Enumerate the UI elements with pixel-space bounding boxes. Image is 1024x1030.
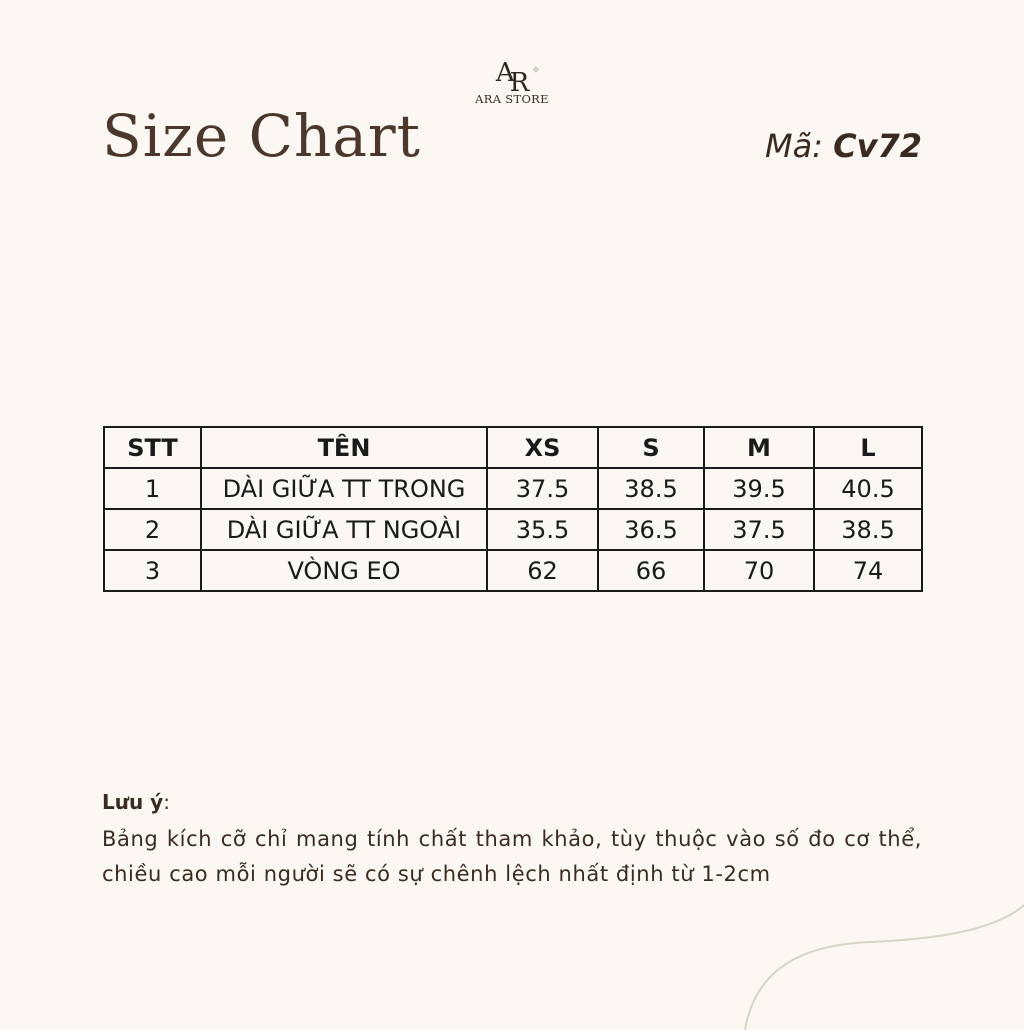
table-header-row: [104, 427, 922, 468]
header-ten: TÊN: [201, 427, 487, 468]
note-body: Bảng kích cỡ chỉ mang tính chất tham khảo, tùy thuộc vào số đo cơ thể, chiều cao mỗi người sẽ có sự chênh lệch nhất định từ 1-2cm: [102, 827, 922, 886]
logo-mark: [495, 58, 541, 98]
store-logo: [462, 58, 562, 106]
table-cell: 35.5: [487, 509, 598, 550]
logo-letter-r: R: [509, 68, 527, 98]
logo-letter-a: A: [495, 58, 512, 88]
table-cell: 36.5: [598, 509, 704, 550]
note-title: [102, 790, 170, 814]
table-cell: 3: [104, 550, 201, 591]
table-cell: 66: [598, 550, 704, 591]
sparkle-icon: ✧: [531, 65, 541, 76]
table-row: [104, 550, 922, 591]
header-xs: XS: [487, 427, 598, 468]
table-cell: 40.5: [814, 468, 922, 509]
product-code-label: Mã:: [764, 127, 834, 165]
table-cell: 2: [104, 509, 201, 550]
table-cell: 38.5: [598, 468, 704, 509]
table-cell: 1: [104, 468, 201, 509]
table-cell: 38.5: [814, 509, 922, 550]
product-code-value: Cv72: [833, 127, 922, 165]
header-s: S: [598, 427, 704, 468]
table-cell: 74: [814, 550, 922, 591]
logo-text: ARA STORE: [475, 92, 549, 106]
table-cell: 37.5: [704, 509, 814, 550]
header-stt: STT: [104, 427, 201, 468]
table-row: [104, 468, 922, 509]
table-cell: 37.5: [487, 468, 598, 509]
table-cell: 70: [704, 550, 814, 591]
note-title-colon: :: [163, 790, 170, 814]
header-m: M: [704, 427, 814, 468]
size-table: [103, 426, 923, 592]
table-cell: 62: [487, 550, 598, 591]
table-cell: DÀI GIỮA TT NGOÀI: [201, 509, 487, 550]
table-cell: VÒNG EO: [201, 550, 487, 591]
note-title-text: Lưu ý: [102, 790, 164, 814]
table-cell: DÀI GIỮA TT TRONG: [201, 468, 487, 509]
table-cell: 39.5: [704, 468, 814, 509]
page-title: Size Chart: [102, 102, 421, 170]
header-l: L: [814, 427, 922, 468]
product-code: [765, 124, 922, 168]
table-row: [104, 509, 922, 550]
decorative-curve: [700, 880, 1024, 1030]
